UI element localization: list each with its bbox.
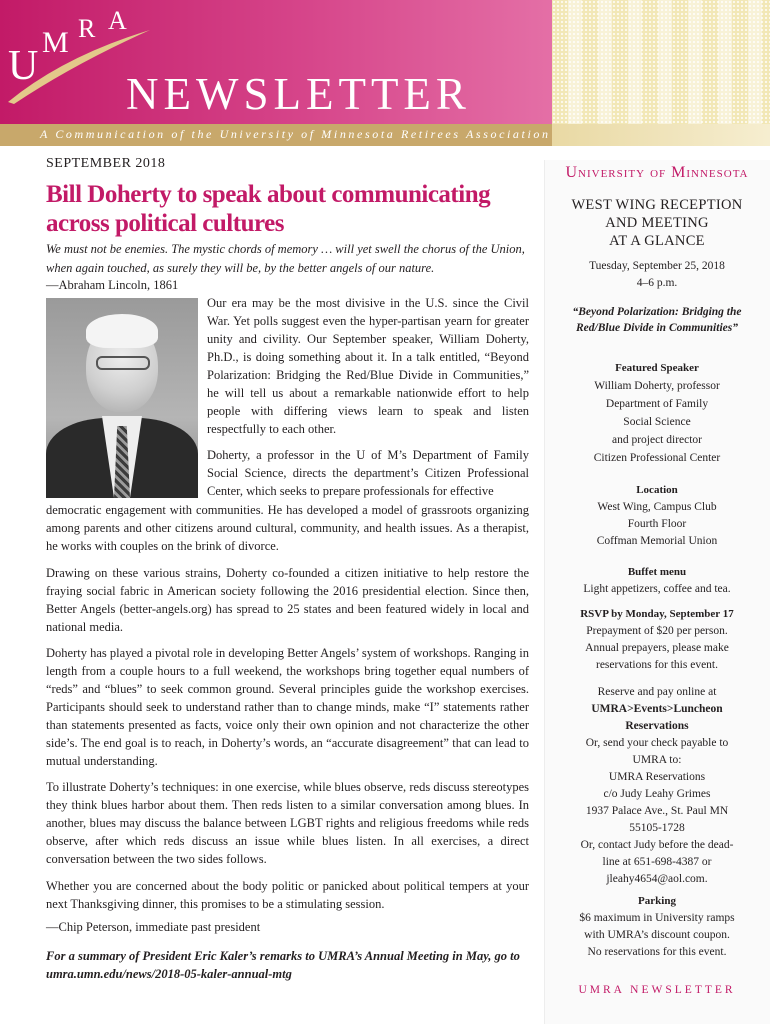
logo-letter-m: M xyxy=(42,26,69,59)
mail-line: 55105-1728 xyxy=(629,822,685,834)
logo-letter-a: A xyxy=(108,6,127,35)
buffet-text: Light appetizers, coffee and tea. xyxy=(583,583,731,595)
sidebar-title xyxy=(544,196,770,250)
article-paragraph-6: Whether you are concerned about the body politic or panicked about political tempers at your next Thanksgiving dinner, this promises to be a stimulating session. xyxy=(46,879,529,911)
photo-glasses xyxy=(96,356,150,370)
speaker-line: William Doherty, professor xyxy=(594,380,720,392)
buffet-heading: Buffet menu xyxy=(627,566,687,578)
mail-line: Or, send your check payable to xyxy=(585,737,729,749)
epigraph-quote: We must not be enemies. The mystic chords of memory … will yet swell the chorus of the Union, when again touched, as surely they will be, by the better angels of our nature. xyxy=(46,242,525,275)
mail-line: c/o Judy Leahy Grimes xyxy=(603,788,711,800)
online-path: UMRA>Events>Luncheon xyxy=(591,703,723,715)
mail-line: Or, contact Judy before the dead- xyxy=(580,839,734,851)
speaker-heading: Featured Speaker xyxy=(615,362,699,374)
rsvp-section xyxy=(544,606,770,674)
event-date: Tuesday, September 25, 2018 xyxy=(589,260,725,272)
event-datetime xyxy=(544,258,770,292)
parking-line: No reservations for this event. xyxy=(587,946,727,958)
mail-line: jleahy4654@aol.com. xyxy=(606,873,708,885)
mail-line: UMRA Reservations xyxy=(608,771,706,783)
rsvp-line: Annual prepayers, please make xyxy=(585,642,729,654)
article-signature: —Chip Peterson, immediate past president xyxy=(46,920,261,934)
sidebar-title-line: WEST WING RECEPTION xyxy=(571,197,743,213)
parking-heading: Parking xyxy=(638,895,676,907)
sidebar-footer: UMRA NEWSLETTER xyxy=(578,984,736,996)
rsvp-line: reservations for this event. xyxy=(596,659,718,671)
headline-line-2: across political cultures xyxy=(46,210,284,237)
article-paragraph-5: To illustrate Doherty’s techniques: in one exercise, while blues observe, reds discuss stereotypes they think blues harbor about them. Then reds listen to a similar conversation among blues. In another, blues may discuss the balance between LGBT rights and religious freedoms while reds observe, after which reds discuss an issue while blues listen. In all exercises, a direct conversation between the two sides follows. xyxy=(46,780,529,866)
rsvp-heading: RSVP by Monday, September 17 xyxy=(580,608,734,620)
article-summary-link: For a summary of President Eric Kaler’s remarks to UMRA’s Annual Meeting in May, go to umra.umn.edu/news/2018-05-kaler-annual-mtg xyxy=(46,949,520,981)
location-section xyxy=(544,482,770,550)
mail-line: UMRA to: xyxy=(632,754,682,766)
masthead xyxy=(0,0,770,150)
logo-letter-u: U xyxy=(8,43,39,89)
article-headline xyxy=(46,180,526,238)
article-paragraph-2: Doherty, a professor in the U of M’s Department of Family Social Science, directs the department’s Citizen Professional Center, which seeks to prepare professionals for effective xyxy=(207,448,529,498)
speaker-line: Citizen Professional Center xyxy=(593,452,721,464)
online-line: Reserve and pay online at xyxy=(597,686,717,698)
logo-letter-r: R xyxy=(78,14,96,43)
umra-logo xyxy=(4,8,144,108)
speaker-photo xyxy=(46,298,198,498)
headline-line-1: Bill Doherty to speak about communicating xyxy=(46,181,491,208)
location-heading: Location xyxy=(636,484,678,496)
newsletter-title: NEWSLETTER xyxy=(126,69,471,119)
article-paragraph-2-continued: democratic engagement with communities. He has developed a model of grassroots organizing among parents and other citizens around cultural, community, and health issues. As a therapist, he works with couples on the brink of divorce. xyxy=(46,503,529,553)
epigraph-attribution: —Abraham Lincoln, 1861 xyxy=(46,278,179,292)
parking-line: $6 maximum in University ramps xyxy=(579,912,735,924)
location-line: Coffman Memorial Union xyxy=(596,535,718,547)
masthead-tagline: A Communication of the University of Minnesota Retirees Association xyxy=(40,127,551,141)
mail-line: line at 651-698-4387 or xyxy=(602,856,712,868)
speaker-line: Social Science xyxy=(623,416,691,428)
article-paragraph-3: Drawing on these various strains, Doherty co-founded a citizen initiative to help restore the fraying social fabric in American society following the 2016 presidential election. Since then, Better Angels (better-angels.org) has spread to 25 states and been featured widely in local and national media. xyxy=(46,566,529,634)
speaker-line: Department of Family xyxy=(605,398,709,410)
sidebar-university: University of Minnesota xyxy=(565,164,749,181)
rsvp-line: Prepayment of $20 per person. xyxy=(586,625,728,637)
event-time: 4–6 p.m. xyxy=(636,277,678,289)
reservation-section xyxy=(544,684,770,888)
article-paragraph-4: Doherty has played a pivotal role in developing Better Angels’ system of workshops. Ranging in length from a couple hours to a full weekend, the workshops bring together equal numbers of “reds” and “blues” to seek common ground. Several principles guide the workshop exercises. Participants should seek to understand rather than to change minds, make “I” statements rather than statements presented as facts, voice only their own opinion and not characterize the other side’s. The end goal is to reach, in Doherty’s words, an “accurate disagreement” that can lead to mutual understanding. xyxy=(46,646,529,768)
masthead-photo-pillars xyxy=(552,0,770,124)
tagline-stripe-right xyxy=(552,124,770,146)
online-path: Reservations xyxy=(625,720,689,732)
speaker-line: and project director xyxy=(611,434,703,446)
buffet-section xyxy=(544,564,770,598)
mail-line: 1937 Palace Ave., St. Paul MN xyxy=(585,805,729,817)
article-paragraph-1: Our era may be the most divisive in the U.S. since the Civil War. Yet polls suggest even the hyper-partisan yearn for greater unity and civility. Our September speaker, William Doherty, Ph.D., is doing something about it. In a talk entitled, “Beyond Polarization: Bridging the Red/Blue Divide in Communities,” he will tell us about a remarkable nationwide effort to help people with differing views learn to speak and listen respectfully to each other. xyxy=(207,296,529,436)
event-topic: “Beyond Polarization: Bridging the Red/Blue Divide in Communities” xyxy=(572,306,742,334)
location-line: West Wing, Campus Club xyxy=(597,501,717,513)
sidebar-title-line: AT A GLANCE xyxy=(609,233,705,249)
parking-section xyxy=(544,893,770,961)
issue-date: SEPTEMBER 2018 xyxy=(46,156,166,171)
parking-line: with UMRA’s discount coupon. xyxy=(584,929,730,941)
photo-hair xyxy=(86,314,158,348)
sidebar-title-line: AND MEETING xyxy=(605,215,709,231)
speaker-section xyxy=(544,359,770,467)
location-line: Fourth Floor xyxy=(627,518,687,530)
